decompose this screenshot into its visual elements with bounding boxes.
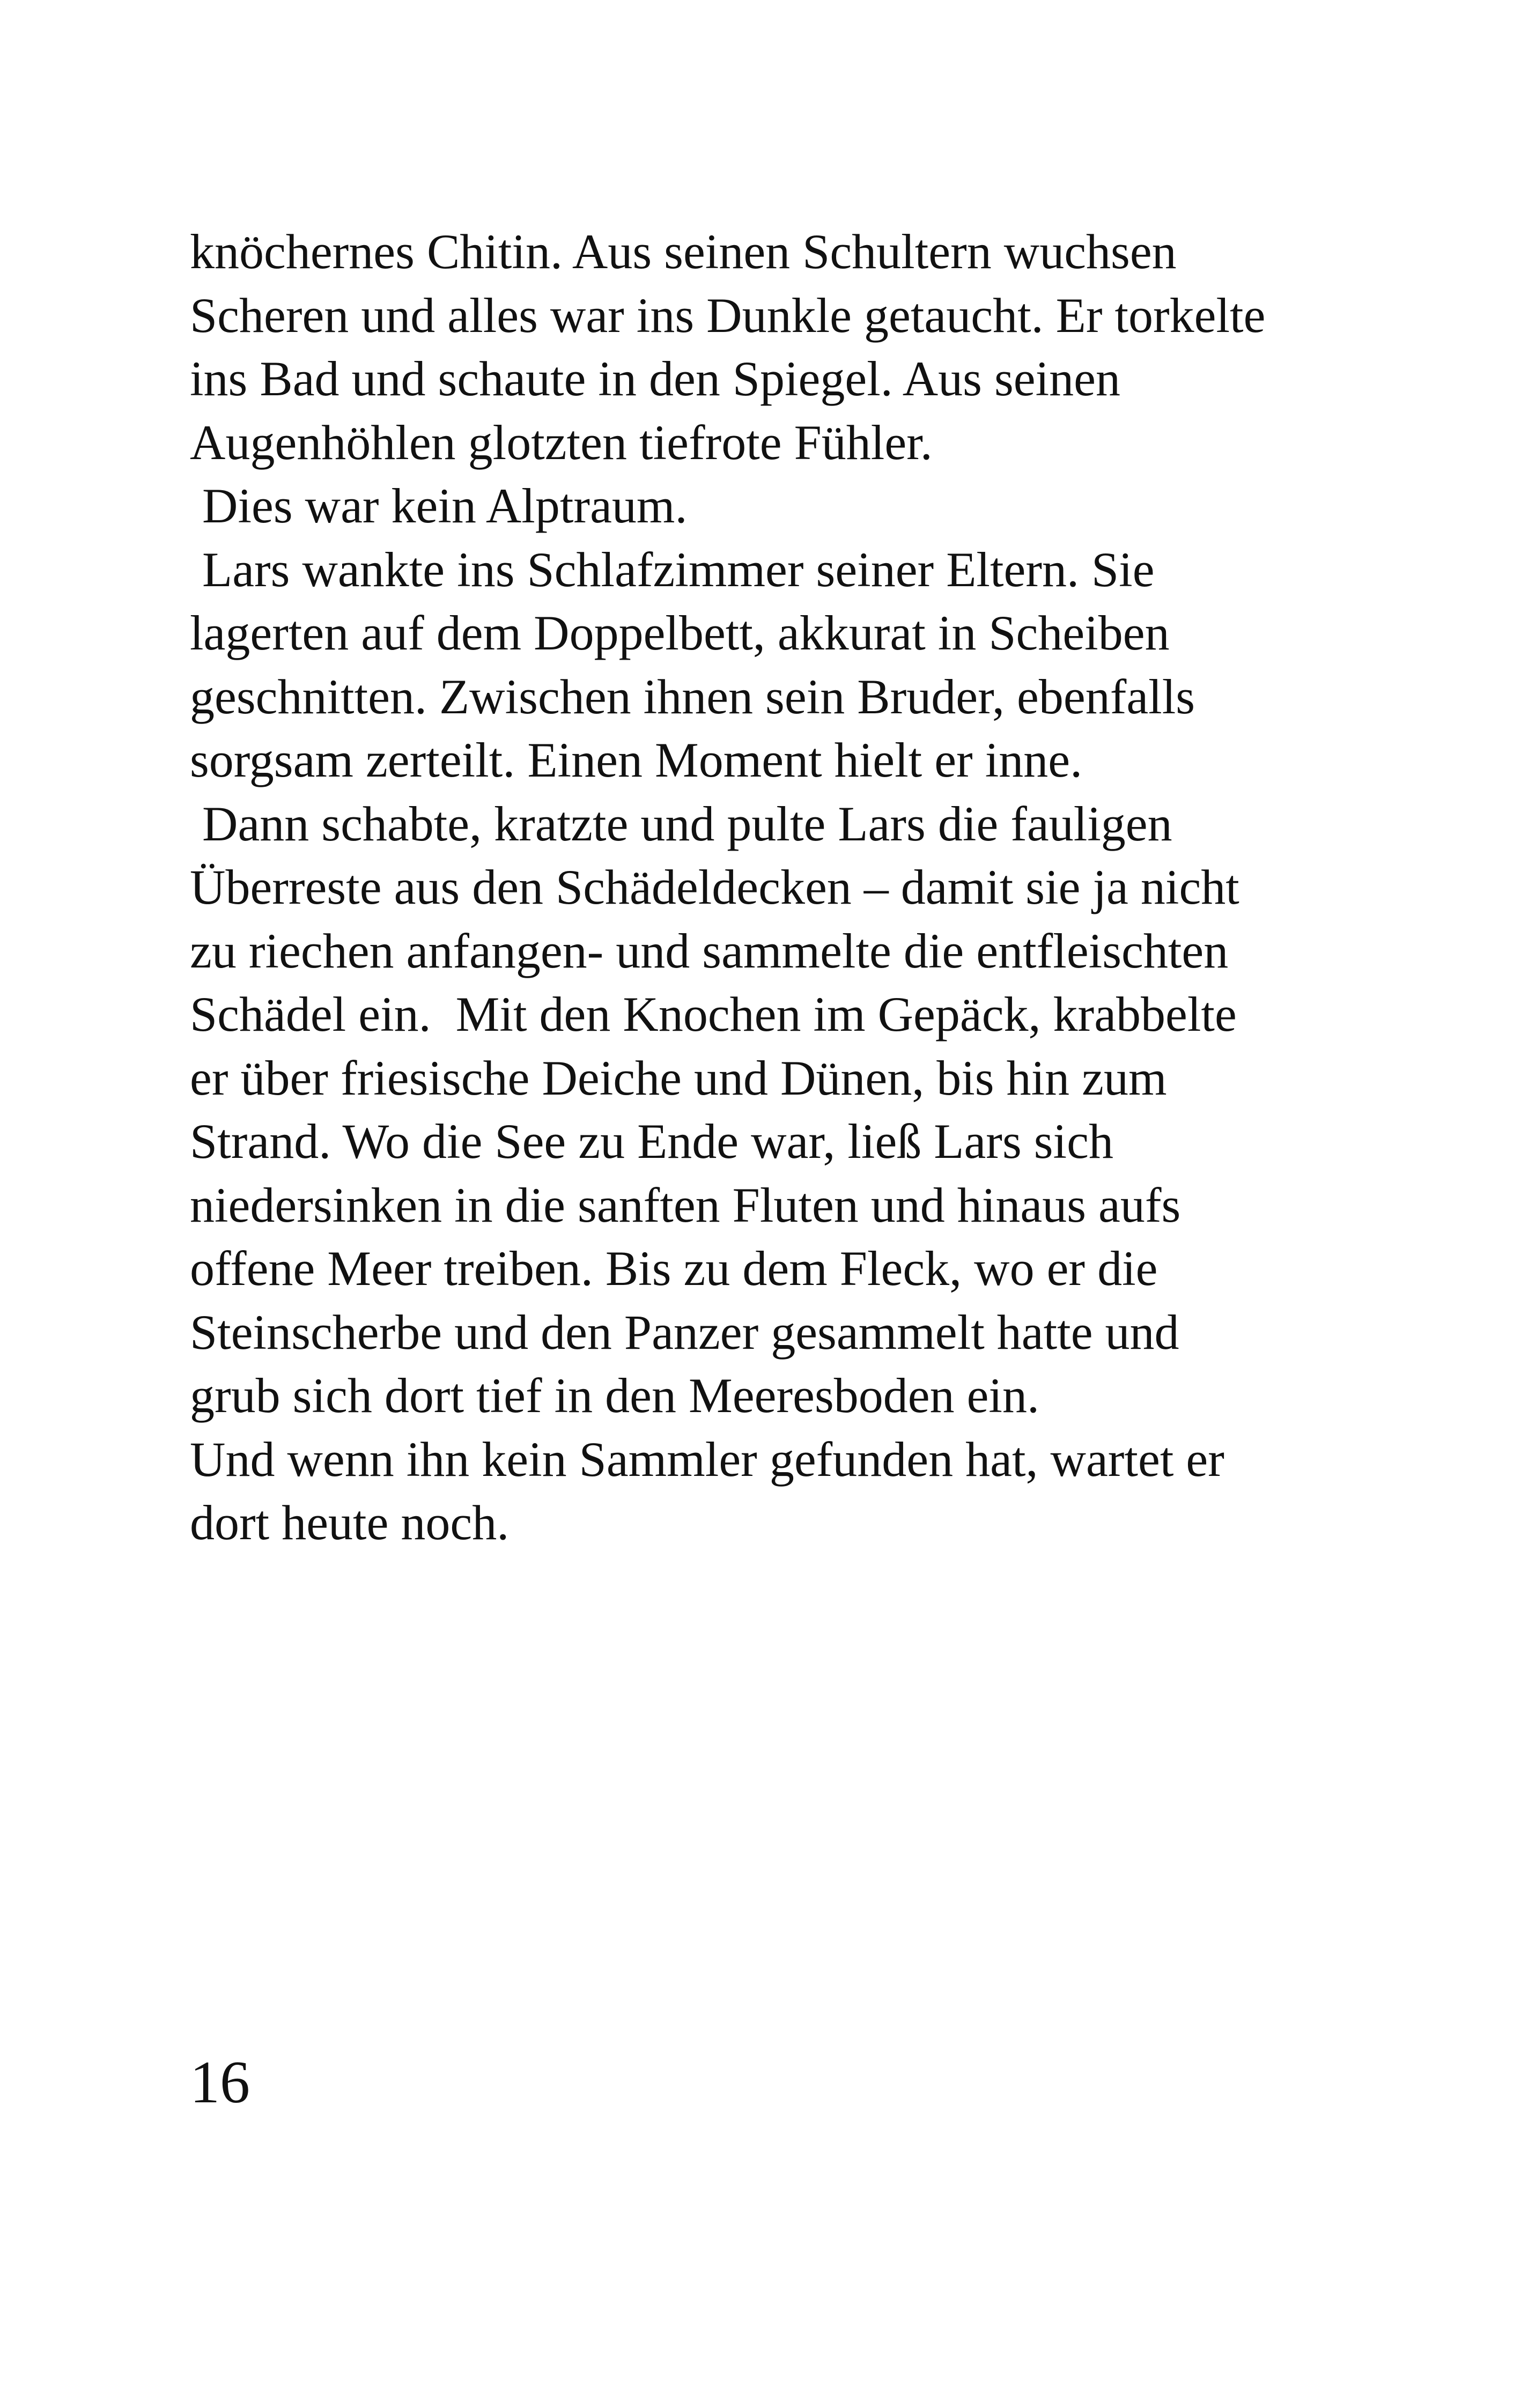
text-line: Steinscherbe und den Panzer gesammelt hatte und bbox=[190, 1304, 1179, 1360]
text-line: geschnitten. Zwischen ihnen sein Bruder, ebenfalls bbox=[190, 669, 1195, 724]
text-line: offene Meer treiben. Bis zu dem Fleck, wo er die bbox=[190, 1241, 1158, 1296]
text-line: dort heute noch. bbox=[190, 1495, 510, 1550]
body-text bbox=[190, 220, 1434, 1555]
text-line: Dies war kein Alptraum. bbox=[190, 478, 688, 533]
text-line: Scheren und alles war ins Dunkle getaucht. Er torkelte bbox=[190, 287, 1266, 343]
text-line: sorgsam zerteilt. Einen Moment hielt er inne. bbox=[190, 733, 1083, 787]
text-line: lagerten auf dem Doppelbett, akkurat in Scheiben bbox=[190, 605, 1170, 660]
text-line: Schädel ein. Mit den Knochen im Gepäck, krabbelte bbox=[190, 987, 1237, 1042]
text-line: grub sich dort tief in den Meeresboden ein. bbox=[190, 1368, 1039, 1423]
text-line: Augenhöhlen glotzten tiefrote Fühler. bbox=[190, 415, 933, 470]
text-line: niedersinken in die sanften Fluten und hinaus aufs bbox=[190, 1177, 1181, 1232]
text-line: Strand. Wo die See zu Ende war, ließ Lars sich bbox=[190, 1114, 1113, 1169]
text-line: ins Bad und schaute in den Spiegel. Aus seinen bbox=[190, 351, 1120, 406]
text-line: Dann schabte, kratzte und pulte Lars die fauligen bbox=[190, 796, 1172, 851]
text-line: Überreste aus den Schädeldecken – damit sie ja nicht bbox=[190, 860, 1239, 914]
text-line: zu riechen anfangen- und sammelte die entfleischten bbox=[190, 923, 1229, 978]
text-line: er über friesische Deiche und Dünen, bis hin zum bbox=[190, 1050, 1167, 1105]
text-line: Lars wankte ins Schlafzimmer seiner Eltern. Sie bbox=[190, 542, 1155, 597]
page-number: 16 bbox=[190, 2049, 250, 2116]
text-line: knöchernes Chitin. Aus seinen Schultern wuchsen bbox=[190, 224, 1177, 279]
text-line: Und wenn ihn kein Sammler gefunden hat, wartet er bbox=[190, 1431, 1224, 1487]
